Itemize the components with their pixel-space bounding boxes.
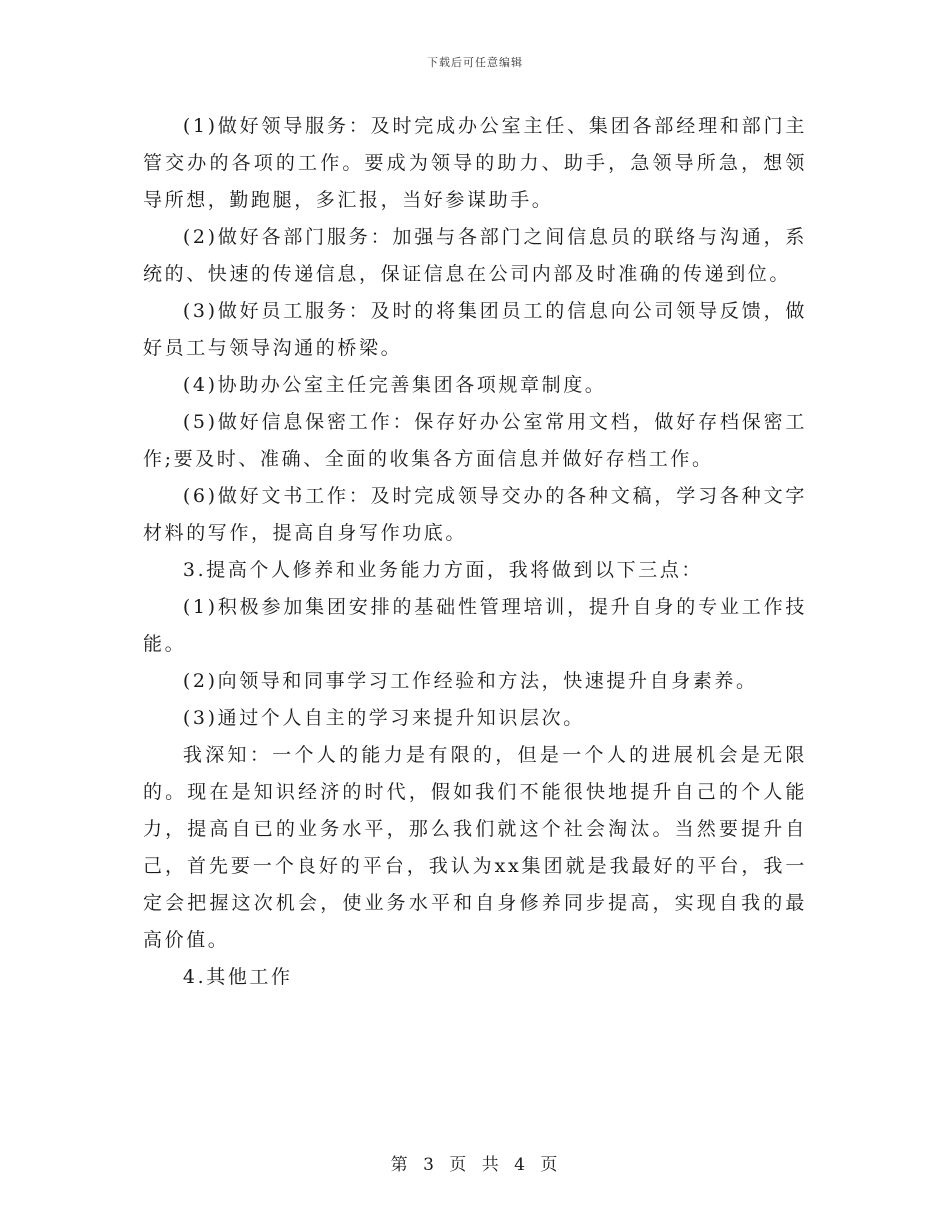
section-heading-improvement: 3.提高个人修养和业务能力方面，我将做到以下三点：	[182, 559, 704, 581]
paragraph-learn-colleagues: (2)向领导和同事学习工作经验和方法，快速提升自身素养。	[182, 670, 758, 692]
paragraph-confidentiality: (5)做好信息保密工作：保存好办公室常用文档，做好存档保密工作;要及时、准确、全面的收集各方面信息并做好存档工作。	[143, 411, 807, 470]
paragraph-training: (1)积极参加集团安排的基础性管理培训，提升自身的专业工作技能。	[143, 596, 807, 655]
paragraph-rules-assist: (4)协助办公室主任完善集团各项规章制度。	[182, 374, 607, 396]
paragraph-leader-service: (1)做好领导服务：及时完成办公室主任、集团各部经理和部门主管交办的各项的工作。要成为领导的助力、助手，急领导所急，想领导所想，勤跑腿，多汇报，当好参谋助手。	[143, 115, 807, 211]
paragraph-department-service: (2)做好各部门服务：加强与各部门之间信息员的联络与沟通，系统的、快速的传递信息，保证信息在公司内部及时准确的传递到位。	[143, 226, 807, 285]
header-note: 下载后可任意编辑	[427, 56, 523, 69]
paragraph-staff-service: (3)做好员工服务：及时的将集团员工的信息向公司领导反馈，做好员工与领导沟通的桥梁。	[143, 300, 807, 359]
section-heading-other-work: 4.其他工作	[182, 966, 293, 988]
paragraph-reflection: 我深知：一个人的能力是有限的，但是一个人的进展机会是无限的。现在是知识经济的时代，假如我们不能很快地提升自己的个人能力，提高自已的业务水平，那么我们就这个社会淘汰。当然要提升自己，首先要一个良好的平台，我认为xx集团就是我最好的平台，我一定会把握这次机会，使业务水平和自身修养同步提高，实现自我的最高价值。	[143, 744, 807, 951]
document-body	[143, 108, 807, 996]
page-number-footer: 第 3 页 共 4 页	[390, 1155, 560, 1175]
paragraph-self-study: (3)通过个人自主的学习来提升知识层次。	[182, 707, 585, 729]
paragraph-document-work: (6)做好文书工作：及时完成领导交办的各种文稿，学习各种文字材料的写作，提高自身写作功底。	[143, 485, 807, 544]
